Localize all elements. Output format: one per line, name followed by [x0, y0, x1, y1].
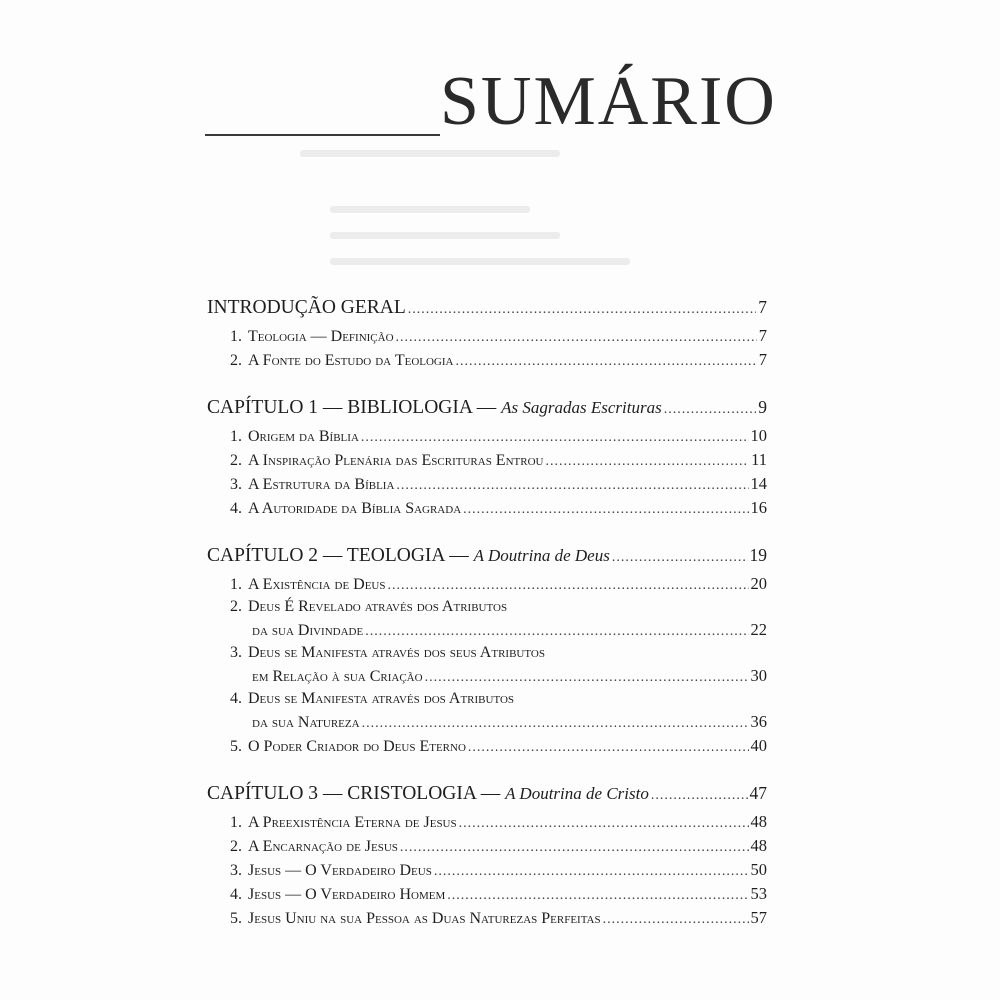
toc-section-chapter-2	[207, 540, 767, 758]
dot-leader	[468, 736, 749, 760]
toc-heading-page: 47	[749, 783, 767, 803]
toc-item-number: 2.	[230, 352, 242, 369]
toc-item-number: 4.	[230, 690, 242, 707]
toc-item-number: 1.	[230, 328, 242, 345]
toc-item-number: 3.	[230, 644, 242, 661]
toc-item[interactable]	[207, 448, 767, 472]
dot-leader	[459, 812, 749, 836]
dot-leader	[612, 543, 748, 573]
bleed-through	[330, 258, 630, 265]
toc-heading[interactable]	[207, 778, 767, 808]
dot-leader	[425, 666, 749, 690]
toc-item-page: 53	[750, 884, 767, 903]
toc-item[interactable]	[207, 496, 767, 520]
toc-item-page: 40	[750, 736, 767, 755]
toc-heading-title: CAPÍTULO 2 — TEOLOGIA —	[207, 545, 469, 566]
dot-leader	[365, 620, 748, 644]
toc-item-page: 16	[750, 498, 767, 517]
toc-heading[interactable]	[207, 540, 767, 570]
dot-leader	[651, 781, 748, 811]
toc-item-number: 2.	[230, 838, 242, 855]
toc-item-continuation[interactable]	[207, 710, 767, 734]
toc-item-label: O Poder Criador do Deus Eterno	[248, 738, 466, 755]
toc-section-chapter-3	[207, 778, 767, 930]
toc-item[interactable]	[207, 734, 767, 758]
toc-item-number: 5.	[230, 910, 242, 927]
dot-leader	[603, 908, 749, 932]
toc-item-label: A Estrutura da Bíblia	[248, 476, 395, 493]
toc-section-chapter-1	[207, 392, 767, 520]
toc-item-page: 22	[750, 620, 767, 639]
toc-item-page: 30	[750, 666, 767, 685]
toc-item-number: 1.	[230, 814, 242, 831]
toc-item[interactable]	[207, 834, 767, 858]
toc-item[interactable]	[207, 688, 767, 710]
toc-item-number: 2.	[230, 598, 242, 615]
toc-item-number: 1.	[230, 428, 242, 445]
toc-item-number: 1.	[230, 576, 242, 593]
toc-item[interactable]	[207, 642, 767, 664]
toc-heading-page: 9	[758, 397, 767, 417]
dot-leader	[400, 836, 749, 860]
bleed-through	[330, 232, 560, 239]
toc-heading-title: CAPÍTULO 1 — BIBLIOLOGIA —	[207, 397, 497, 418]
toc-item-number: 5.	[230, 738, 242, 755]
toc-item[interactable]	[207, 906, 767, 930]
toc-heading-title: CAPÍTULO 3 — CRISTOLOGIA —	[207, 783, 501, 804]
toc-item-label: A Encarnação de Jesus	[248, 838, 398, 855]
dot-leader	[388, 574, 749, 598]
toc-item-label-continued: em Relação à sua Criação	[252, 668, 423, 685]
toc-item-number: 2.	[230, 452, 242, 469]
dot-leader	[434, 860, 749, 884]
toc-item-number: 4.	[230, 886, 242, 903]
toc-item-label: A Fonte do Estudo da Teologia	[248, 352, 454, 369]
toc-item-number: 3.	[230, 862, 242, 879]
page-title: SUMÁRIO	[440, 63, 777, 140]
toc-item-label: Jesus — O Verdadeiro Homem	[248, 886, 446, 903]
dot-leader	[396, 474, 748, 498]
toc-item-page: 7	[758, 326, 767, 345]
toc-heading-title: INTRODUÇÃO GERAL	[207, 297, 406, 318]
toc-heading-subtitle: A Doutrina de Deus	[473, 546, 610, 565]
table-of-contents	[207, 292, 767, 950]
dot-leader	[545, 450, 749, 474]
toc-item-number: 4.	[230, 500, 242, 517]
dot-leader	[455, 350, 756, 374]
toc-section-introduction	[207, 292, 767, 372]
toc-item-label: Teologia — Definição	[248, 328, 394, 345]
toc-item-page: 14	[750, 474, 767, 493]
toc-item[interactable]	[207, 858, 767, 882]
toc-item[interactable]	[207, 348, 767, 372]
toc-heading-page: 19	[749, 545, 767, 565]
toc-item-label-continued: da sua Divindade	[252, 622, 364, 639]
toc-item-label: A Inspiração Plenária das Escrituras Entrou	[248, 452, 544, 469]
toc-item[interactable]	[207, 810, 767, 834]
dot-leader	[396, 326, 757, 350]
toc-item-page: 11	[751, 450, 767, 469]
toc-item-label: A Autoridade da Bíblia Sagrada	[248, 500, 462, 517]
toc-item-label: Deus se Manifesta através dos seus Atributos	[248, 644, 545, 661]
dot-leader	[408, 295, 756, 325]
toc-item-page: 57	[750, 908, 767, 927]
toc-item-label: Deus É Revelado através dos Atributos	[248, 598, 508, 615]
toc-item-continuation[interactable]	[207, 664, 767, 688]
toc-item[interactable]	[207, 596, 767, 618]
dot-leader	[362, 712, 749, 736]
toc-item-page: 20	[750, 574, 767, 593]
bleed-through	[330, 206, 530, 213]
toc-item-page: 48	[750, 836, 767, 855]
toc-item-continuation[interactable]	[207, 618, 767, 642]
toc-item-label: A Preexistência Eterna de Jesus	[248, 814, 457, 831]
dot-leader	[361, 426, 749, 450]
toc-item-page: 50	[750, 860, 767, 879]
toc-item-label-continued: da sua Natureza	[252, 714, 360, 731]
toc-heading-page: 7	[758, 297, 767, 317]
bleed-through	[300, 150, 560, 157]
toc-item-page: 7	[758, 350, 767, 369]
toc-item-page: 48	[750, 812, 767, 831]
toc-item-page: 36	[750, 712, 767, 731]
dot-leader	[463, 498, 748, 522]
toc-item-label: Jesus Uniu na sua Pessoa as Duas Naturezas Perfeitas	[248, 910, 601, 927]
toc-heading-subtitle: As Sagradas Escrituras	[501, 398, 662, 417]
toc-item[interactable]	[207, 424, 767, 448]
toc-item[interactable]	[207, 882, 767, 906]
dot-leader	[664, 395, 757, 425]
toc-heading[interactable]	[207, 292, 767, 322]
toc-item[interactable]	[207, 472, 767, 496]
toc-item[interactable]	[207, 572, 767, 596]
toc-item[interactable]	[207, 324, 767, 348]
toc-item-label: Jesus — O Verdadeiro Deus	[248, 862, 432, 879]
toc-item-label: A Existência de Deus	[248, 576, 386, 593]
toc-item-label: Origem da Bíblia	[248, 428, 359, 445]
dot-leader	[447, 884, 748, 908]
toc-item-label: Deus se Manifesta através dos Atributos	[248, 690, 515, 707]
toc-item-number: 3.	[230, 476, 242, 493]
toc-heading[interactable]	[207, 392, 767, 422]
toc-item-page: 10	[750, 426, 767, 445]
toc-heading-subtitle: A Doutrina de Cristo	[505, 784, 649, 803]
